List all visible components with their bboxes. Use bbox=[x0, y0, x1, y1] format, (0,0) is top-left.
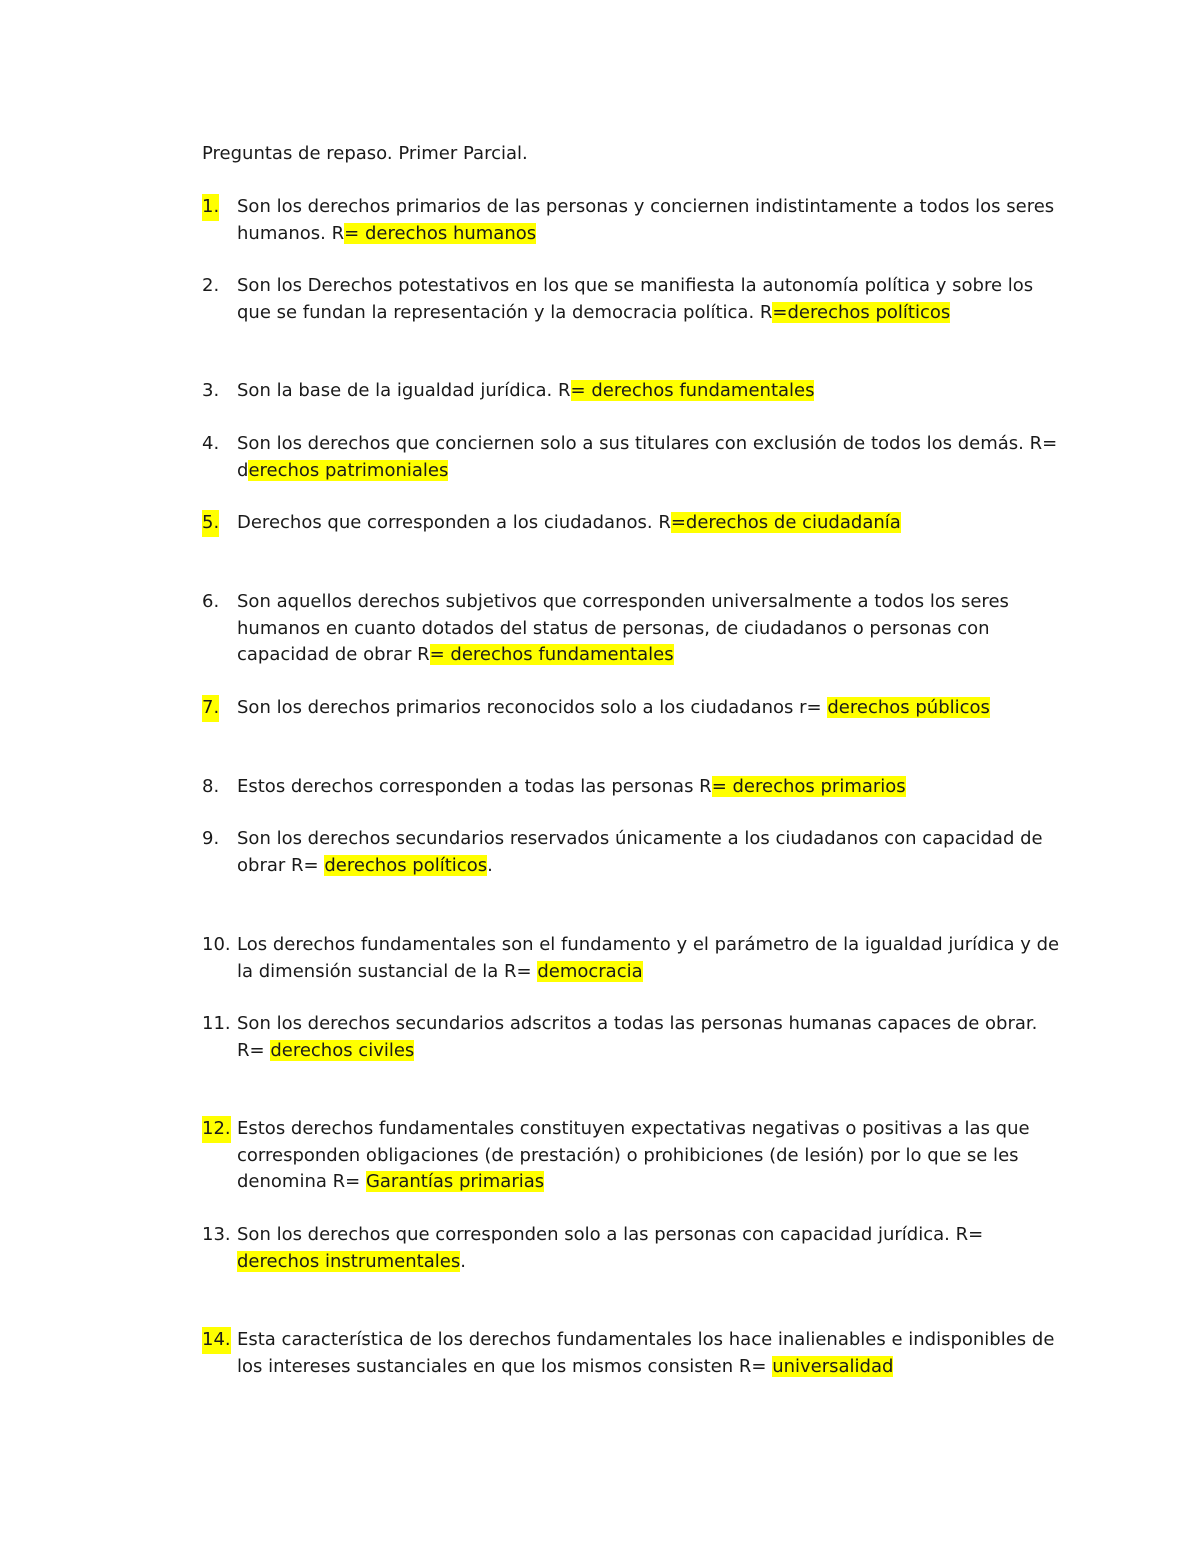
answer-highlight: =derechos de ciudadanía bbox=[670, 512, 901, 533]
question-number: 13. bbox=[202, 1224, 231, 1245]
question-4 bbox=[202, 431, 1062, 484]
question-11 bbox=[202, 1011, 1062, 1064]
question-number: 14. bbox=[202, 1327, 231, 1354]
answer-highlight: derechos civiles bbox=[270, 1039, 415, 1061]
question-8 bbox=[202, 774, 1062, 801]
question-10 bbox=[202, 932, 1062, 985]
question-number: 3. bbox=[202, 380, 220, 401]
question-7 bbox=[202, 695, 1062, 722]
question-text: Son los derechos primarios reconocidos solo a los ciudadanos r= bbox=[237, 697, 828, 718]
question-14 bbox=[202, 1327, 1062, 1380]
question-9 bbox=[202, 826, 1062, 879]
question-number: 8. bbox=[202, 776, 220, 797]
answer-highlight: = derechos humanos bbox=[344, 222, 537, 244]
question-number: 1. bbox=[202, 194, 219, 221]
question-text: Son la base de la igualdad jurídica. R bbox=[237, 380, 571, 401]
question-text: Son los derechos que corresponden solo a las personas con capacidad jurídica. R= bbox=[237, 1224, 984, 1245]
question-text: Son aquellos derechos subjetivos que corresponden universalmente a todos los seres humanos en cuanto dotados del status de personas, de ciudadanos o personas con capacidad de obrar R bbox=[237, 591, 1009, 665]
question-text: Son los derechos secundarios adscritos a todas las personas humanas capaces de obrar. R= bbox=[237, 1013, 1038, 1061]
question-text: Derechos que corresponden a los ciudadanos. R bbox=[237, 512, 671, 533]
answer-highlight: erechos patrimoniales bbox=[248, 459, 449, 481]
question-text: Los derechos fundamentales son el fundamento y el parámetro de la igualdad jurídica y de la dimensión sustancial de la R= bbox=[237, 934, 1060, 982]
answer-highlight: Garantías primarias bbox=[365, 1171, 545, 1192]
question-number: 4. bbox=[202, 433, 220, 454]
question-text: Son los Derechos potestativos en los que se manifiesta la autonomía política y sobre los que se fundan la representación y la democracia política. R bbox=[237, 275, 1034, 323]
question-6 bbox=[202, 589, 1062, 669]
answer-highlight: derechos instrumentales bbox=[237, 1250, 461, 1272]
question-text: Estos derechos corresponden a todas las personas R bbox=[237, 776, 712, 797]
question-text: Son los derechos que conciernen solo a sus titulares con exclusión de todos los demás. R= d bbox=[237, 433, 1058, 481]
answer-highlight: derechos políticos bbox=[324, 854, 488, 876]
answer-tail: . bbox=[460, 1250, 466, 1272]
question-12 bbox=[202, 1116, 1062, 1196]
question-number: 10. bbox=[202, 934, 231, 955]
answer-highlight: derechos públicos bbox=[827, 697, 990, 718]
answer-highlight: = derechos fundamentales bbox=[570, 380, 815, 401]
answer-highlight: = derechos primarios bbox=[711, 776, 906, 797]
answer-highlight: =derechos políticos bbox=[772, 301, 951, 323]
question-text: Son los derechos primarios de las personas y conciernen indistintamente a todos los seres humanos. R bbox=[237, 196, 1055, 244]
answer-tail: . bbox=[487, 854, 493, 876]
question-text: Esta característica de los derechos fundamentales los hace inalienables e indisponibles de los intereses sustanciales en que los mismos consisten R= bbox=[237, 1329, 1055, 1377]
question-number: 6. bbox=[202, 591, 220, 612]
answer-highlight: universalidad bbox=[772, 1355, 894, 1377]
question-1 bbox=[202, 194, 1062, 247]
question-13 bbox=[202, 1222, 1062, 1275]
document-title: Preguntas de repaso. Primer Parcial. bbox=[202, 143, 528, 164]
question-number: 7. bbox=[202, 695, 219, 722]
answer-highlight: = derechos fundamentales bbox=[429, 644, 674, 665]
question-number: 11. bbox=[202, 1013, 231, 1034]
question-2 bbox=[202, 273, 1062, 326]
question-number: 9. bbox=[202, 828, 220, 849]
question-number: 12. bbox=[202, 1116, 231, 1143]
question-text: Estos derechos fundamentales constituyen expectativas negativas o positivas a las que corresponden obligaciones (de prestación) o prohibiciones (de lesión) por lo que se les denomina R= bbox=[237, 1118, 1030, 1192]
question-5 bbox=[202, 510, 1062, 537]
question-number: 5. bbox=[202, 510, 219, 537]
question-3 bbox=[202, 378, 1062, 405]
question-number: 2. bbox=[202, 275, 220, 296]
question-text: Son los derechos secundarios reservados únicamente a los ciudadanos con capacidad de obrar R= bbox=[237, 828, 1043, 876]
answer-highlight: democracia bbox=[537, 960, 643, 982]
